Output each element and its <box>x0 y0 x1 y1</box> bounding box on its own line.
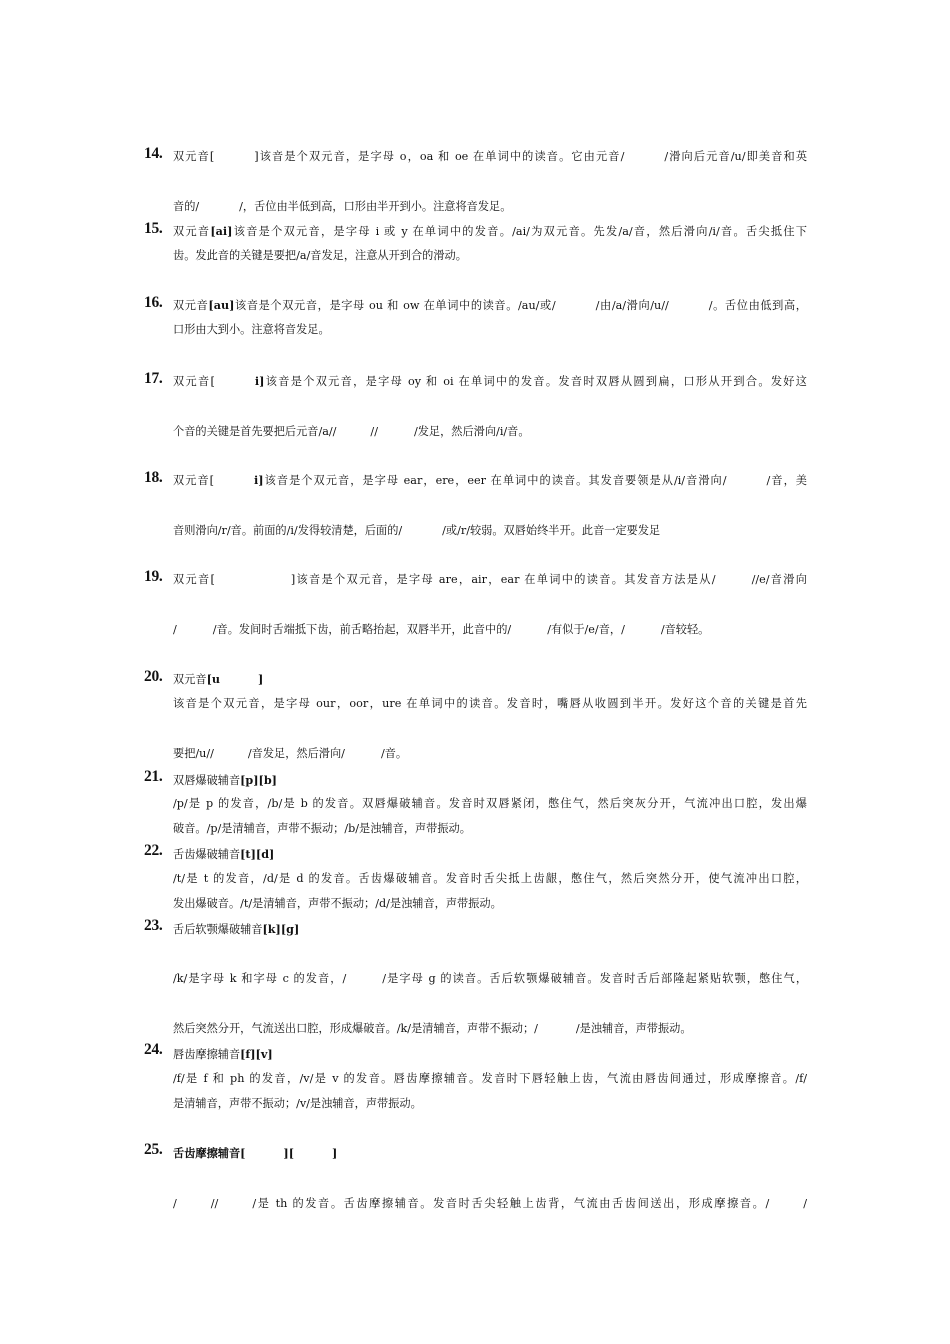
text-segment: 双元音[ <box>173 573 215 586</box>
text-segment: 该音是个双元音，是字母 ear，ere，eer 在单词中的读音。其发音要领是从/i/音滑向/ <box>263 474 727 487</box>
text-segment: // <box>370 425 378 438</box>
entry-number: 23. <box>144 917 163 934</box>
entry-line <box>173 622 807 637</box>
text-segment: 是清辅音，声带不振动；/v/是浊辅音，声带振动。 <box>173 1097 422 1110</box>
phonetic-symbol: i] <box>254 473 264 487</box>
text-segment: /，舌位由半低到高，口形由半开到小。注意将音发足。 <box>239 200 512 213</box>
entry-line <box>173 199 807 214</box>
text-segment: ] <box>332 1146 338 1160</box>
text-segment: 该音是个双元音，是字母 oy 和 oi 在单词中的发音。发音时双唇从圆到扁，口形从开到合。发好这 <box>264 375 807 388</box>
entry-line <box>173 696 807 711</box>
text-segment: 舌后软颚爆破辅音 <box>173 923 263 936</box>
text-segment: 双元音[ <box>173 375 215 388</box>
entry-line <box>173 871 807 886</box>
text-segment: 个音的关键是首先要把后元音/a// <box>173 425 337 438</box>
text-segment: 双唇爆破辅音 <box>173 774 241 787</box>
text-segment: 双元音 <box>173 673 207 686</box>
text-segment: /p/是 p 的发音，/b/是 b 的发音。双唇爆破辅音。发音时双唇紧闭，憋住气，然后突灰分开，气流冲出口腔，发出爆 <box>173 797 807 810</box>
text-segment: 舌齿爆破辅音 <box>173 848 241 861</box>
text-segment: //e/音滑向 <box>751 573 807 586</box>
text-segment: 该音是个双元音，是字母 i 或 y 在单词中的发音。/ai/为双元音。先发/a/音，然后滑向/i/音。舌尖抵住下 <box>232 225 807 238</box>
text-segment: / <box>173 1197 177 1210</box>
text-segment: /是 th 的发音。舌齿摩擦辅音。发音时舌尖轻触上齿背，气流由舌齿间送出，形成摩擦音。/ <box>252 1197 770 1210</box>
entry-line <box>173 796 807 811</box>
entry-line <box>173 672 807 687</box>
text-segment: /或/r/较弱。双唇始终半开。此音一定要发足 <box>442 524 661 537</box>
text-segment: / <box>173 623 177 636</box>
entry-number: 16. <box>144 294 163 311</box>
text-segment: 音的/ <box>173 200 200 213</box>
phonetic-symbol: i] <box>254 374 265 388</box>
text-segment: /由/a/滑向/u// <box>595 299 669 312</box>
text-segment: 舌齿摩擦辅音[ <box>173 1146 246 1160</box>
text-segment: 破音。/p/是清辅音，声带不振动；/b/是浊辅音，声带振动。 <box>173 822 471 835</box>
text-segment: 双元音[ <box>173 474 215 487</box>
text-segment: /是字母 g 的读音。舌后软颚爆破辅音。发音时舌后部隆起紧贴软颚，憋住气， <box>382 972 807 985</box>
text-segment: 发出爆破音。/t/是清辅音，声带不振动；/d/是浊辅音，声带振动。 <box>173 897 502 910</box>
entry-line <box>173 424 807 439</box>
entry-line <box>173 922 807 937</box>
entry-number: 20. <box>144 668 163 685</box>
text-segment: /是浊辅音，声带振动。 <box>575 1022 692 1035</box>
text-segment: /音。 <box>380 747 408 760</box>
entry-number: 22. <box>144 842 163 859</box>
text-segment: /k/是字母 k 和字母 c 的发音，/ <box>173 972 347 985</box>
text-segment: ][ <box>283 1146 295 1160</box>
entry-line <box>173 773 807 788</box>
phonetic-symbol: [p][b] <box>240 773 277 787</box>
text-segment: 双元音 <box>173 299 209 312</box>
phonetic-symbol: [k][g] <box>262 922 300 936</box>
entry-number: 24. <box>144 1041 163 1058</box>
entry-line <box>173 1096 807 1111</box>
entry-line <box>173 224 807 239</box>
entry-line <box>173 1196 807 1211</box>
entry-number: 25. <box>144 1141 163 1158</box>
text-segment: / <box>803 1197 807 1210</box>
entry-line <box>173 374 807 389</box>
text-segment: /t/是 t 的发音，/d/是 d 的发音。舌齿爆破辅音。发音时舌尖抵上齿龈，憋住气，然后突然分开，使气流冲出口腔， <box>173 872 807 885</box>
entry-line <box>173 847 807 862</box>
entry-line <box>173 1071 807 1086</box>
text-segment: /音。发间时舌端抵下齿，前舌略抬起，双唇半开，此音中的/ <box>212 623 512 636</box>
phonetic-symbol: [u <box>206 672 221 686</box>
text-segment: 该音是个双元音，是字母 our，oor，ure 在单词中的读音。发音时，嘴唇从收圆到半开。发好这个音的关键是首先 <box>173 697 807 710</box>
entry-line <box>173 821 807 836</box>
text-segment: /音，美 <box>766 474 807 487</box>
entry-line <box>173 298 807 313</box>
entry-line <box>173 322 807 337</box>
entry-number: 14. <box>144 145 163 162</box>
text-segment: 要把/u// <box>173 747 214 760</box>
text-segment: /音较轻。 <box>660 623 710 636</box>
entry-line <box>173 523 807 538</box>
entry-number: 15. <box>144 220 163 237</box>
entry-number: 19. <box>144 568 163 585</box>
entry-number: 21. <box>144 768 163 785</box>
text-segment: /发足，然后滑向/i/音。 <box>413 425 530 438</box>
entry-line <box>173 248 807 263</box>
phonetic-symbol: ] <box>258 672 264 686</box>
entry-line <box>173 746 807 761</box>
text-segment: /。舌位由低到高， <box>708 299 807 312</box>
entry-number: 18. <box>144 469 163 486</box>
text-segment: 齿。发此音的关键是要把/a/音发足，注意从开到合的滑动。 <box>173 249 467 262</box>
phonetic-symbol: [f][v] <box>240 1047 273 1061</box>
text-segment: /音发足，然后滑向/ <box>247 747 345 760</box>
entry-line <box>173 1021 807 1036</box>
text-segment: 双元音[ <box>173 150 215 163</box>
text-segment: 该音是个双元音，是字母 ou 和 ow 在单词中的读音。/au/或/ <box>234 299 556 312</box>
text-segment: /f/是 f 和 ph 的发音，/v/是 v 的发音。唇齿摩擦辅音。发音时下唇轻触上齿，气流由唇齿间通过，形成摩擦音。/f/ <box>173 1072 807 1085</box>
text-segment: ]该音是个双元音，是字母 o，oa 和 oe 在单词中的读音。它由元音/ <box>254 150 625 163</box>
phonetic-symbol: [t][d] <box>240 847 275 861</box>
text-segment: 唇齿摩擦辅音 <box>173 1048 241 1061</box>
text-segment: 双元音 <box>173 225 211 238</box>
text-segment: ]该音是个双元音，是字母 are，air，ear 在单词中的读音。其发音方法是从/ <box>290 573 716 586</box>
text-segment: 口形由大到小。注意将音发足。 <box>173 323 330 336</box>
text-segment: /滑向后元音/u/即美音和英 <box>664 150 807 163</box>
entry-line <box>173 1047 807 1062</box>
text-segment: /有似于/e/音，/ <box>547 623 625 636</box>
text-segment: 然后突然分开，气流送出口腔，形成爆破音。/k/是清辅音，声带不振动；/ <box>173 1022 538 1035</box>
entry-line <box>173 971 807 986</box>
phonetic-symbol: [ai] <box>210 224 233 238</box>
entry-line <box>173 896 807 911</box>
entry-line <box>173 149 807 164</box>
entry-line <box>173 572 807 587</box>
phonetic-symbol: [au] <box>208 298 235 312</box>
text-segment: 音则滑向/r/音。前面的/i/发得较清楚，后面的/ <box>173 524 403 537</box>
entry-line <box>173 1146 807 1161</box>
entry-line <box>173 473 807 488</box>
text-segment: // <box>210 1197 219 1210</box>
entry-number: 17. <box>144 370 163 387</box>
